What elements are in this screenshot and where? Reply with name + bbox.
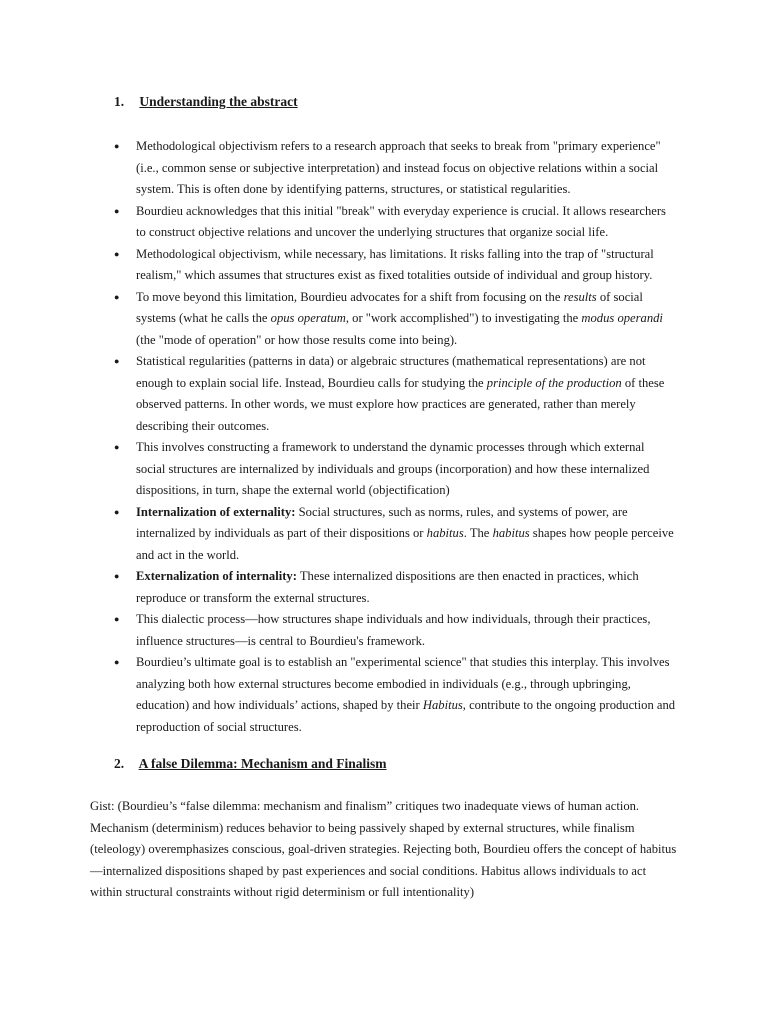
bullet-text: Social structures, such as norms, rules, and systems of power, are internalized by individuals as part of their dispositions or: [136, 504, 628, 540]
bullet-text: This dialectic process—how structures shape individuals and how individuals, through their practices, influence structures—is central to Bourdieu's framework.: [136, 612, 651, 648]
bullet-text: Bourdieu’s ultimate goal is to establish an "experimental science" that studies this interplay. This involves analyzing both how external structures become embodied in individuals (e.g., through upbringing, education) and how individuals’ actions, shaped by their: [136, 655, 670, 712]
bullet-text: Bourdieu acknowledges that this initial "break" with everyday experience is crucial. It allows researchers to construct objective relations and uncover the underlying structures that organize social life.: [136, 203, 666, 239]
bullet-italic-term: results: [563, 289, 597, 304]
section-2-number: 2.: [114, 756, 125, 771]
section-1-number: 1.: [114, 94, 125, 109]
bullet-item: [136, 351, 676, 437]
section-1-heading: [114, 93, 298, 111]
bullet-item: [136, 609, 676, 652]
bullet-text: To move beyond this limitation, Bourdieu advocates for a shift from focusing on the: [136, 289, 564, 304]
bullet-text: Statistical regularities (patterns in data) or algebraic structures (mathematical representations) are not enough to explain social life. Instead, Bourdieu calls for studying the: [136, 354, 646, 390]
bullet-item: [136, 652, 676, 738]
bullet-bold-lead: Internalization of externality:: [136, 504, 296, 519]
bullet-text: These internalized dispositions are then enacted in practices, which reproduce or transform the external structures.: [136, 569, 639, 605]
bullet-bold-lead: Externalization of internality:: [136, 569, 297, 583]
bullet-text: , or "work accomplished") to investigating the: [345, 311, 582, 325]
bullet-text: . The: [463, 526, 493, 540]
bullet-italic-term: habitus: [426, 526, 464, 540]
bullet-italic-term: Habitus: [422, 698, 463, 712]
bullet-item: [136, 244, 676, 287]
bullet-italic-term: modus operandi: [581, 311, 663, 325]
bullet-italic-term: opus operatum: [270, 311, 346, 325]
bullet-item: [136, 566, 676, 609]
bullet-text: of these observed patterns. In other words, we must explore how practices are generated, rather than merely describing their outcomes.: [136, 375, 665, 433]
bullet-text: (the "mode of operation" or how those results come into being).: [136, 332, 458, 347]
bullet-item: [136, 136, 676, 201]
bullet-italic-term: habitus: [492, 526, 530, 540]
section-2-heading: [114, 755, 387, 773]
bullet-item: [136, 287, 676, 352]
bullet-text: shapes how people perceive and act in the world.: [136, 526, 674, 562]
bullet-text: This involves constructing a framework to understand the dynamic processes through which external social structures are internalized by individuals and groups (incorporation) and how these internalized dispositions, in turn, shape the external world (objectification): [136, 440, 650, 497]
bullet-item: [136, 201, 676, 244]
section-2-gist-paragraph: Gist: (Bourdieu’s “false dilemma: mechanism and finalism” critiques two inadequate views of human action. Mechanism (determinism) reduces behavior to being passively shaped by external structures, while finalism (teleology) overemphasizes conscious, goal-driven strategies. Rejecting both, Bourdieu offers the concept of habitus—internalized dispositions shaped by past experiences and social conditions. Habitus allows individuals to act within structural constraints without rigid determinism or full intentionality): [90, 799, 677, 899]
section-1-title: Understanding the abstract: [139, 94, 298, 109]
bullet-text: , contribute to the ongoing production and reproduction of social structures.: [136, 698, 676, 734]
section-2-title: A false Dilemma: Mechanism and Finalism: [138, 756, 387, 771]
bullet-item: [136, 437, 676, 502]
section-1-bullet-list: [136, 136, 676, 738]
bullet-item: [136, 502, 676, 567]
bullet-italic-term: principle of the production: [486, 375, 622, 390]
bullet-text: of social systems (what he calls the: [136, 289, 643, 325]
bullet-text: Methodological objectivism, while necessary, has limitations. It risks falling into the trap of "structural realism," which assumes that structures exist as fixed totalities outside of individual and group history.: [136, 246, 654, 282]
bullet-text: Methodological objectivism refers to a research approach that seeks to break from "primary experience" (i.e., common sense or subjective interpretation) and instead focus on objective relations within a social system. This is often done by identifying patterns, structures, or statistical regularities.: [136, 139, 661, 196]
